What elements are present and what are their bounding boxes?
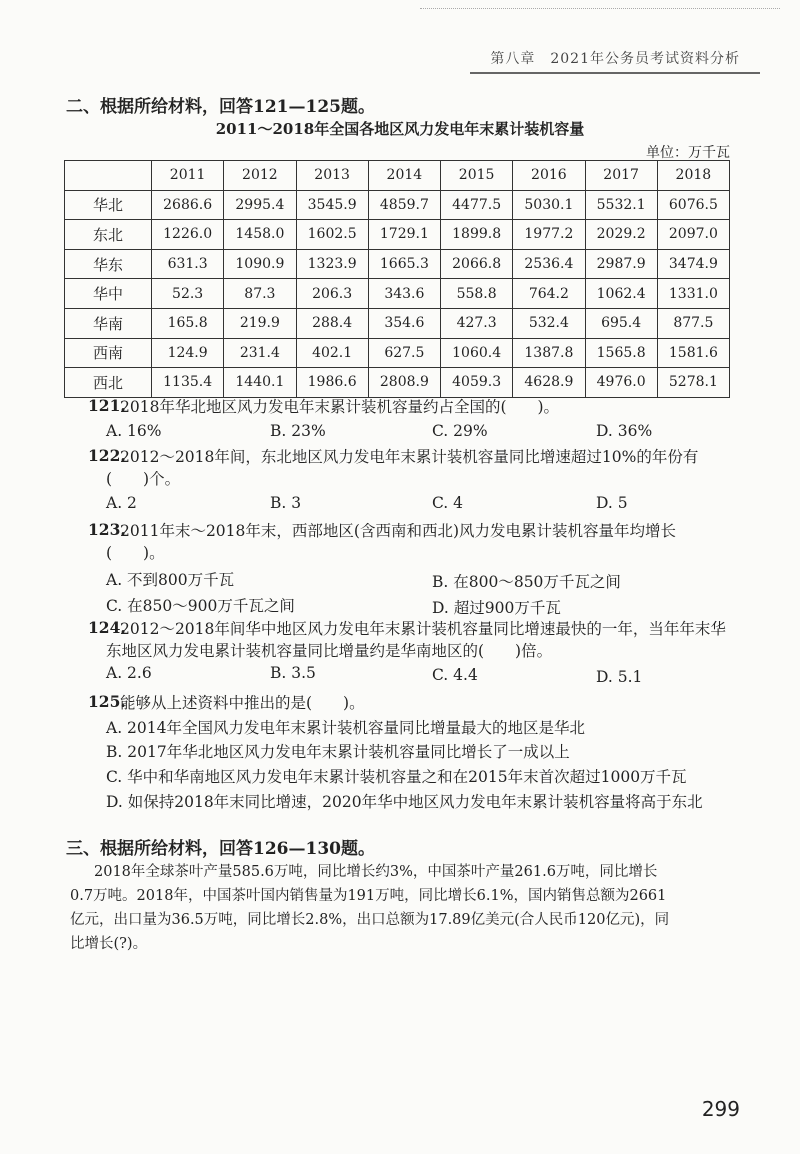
year-header: 2011	[152, 161, 224, 191]
value-cell: 764.2	[513, 279, 585, 309]
passage-line: 亿元，出口量为36.5万吨，同比增长2.8%，出口总额为17.89亿美元(合人民币120亿元)，同	[70, 912, 670, 928]
year-header: 2015	[441, 161, 513, 191]
year-header: 2014	[368, 161, 440, 191]
year-header: 2013	[296, 161, 368, 191]
region-cell: 华东	[65, 249, 152, 279]
option-c[interactable]: C. 4.4	[432, 666, 478, 684]
corner-cell	[65, 161, 152, 191]
value-cell: 2097.0	[657, 220, 729, 250]
question-number: 122.	[88, 446, 126, 465]
option-c[interactable]: C. 29%	[432, 422, 488, 440]
question-number: 121.	[88, 396, 126, 415]
question-stem: 2018年华北地区风力发电年末累计装机容量约占全国的( )。	[120, 398, 560, 416]
option-b[interactable]: B. 3	[270, 494, 302, 512]
question-stem-cont: ( )个。	[106, 470, 181, 488]
value-cell: 288.4	[296, 308, 368, 338]
value-cell: 52.3	[152, 279, 224, 309]
value-cell: 1729.1	[368, 220, 440, 250]
year-header: 2016	[513, 161, 585, 191]
unit-label: 单位：万千瓦	[646, 145, 730, 161]
value-cell: 231.4	[224, 338, 296, 368]
running-header: 第八章 2021年公务员考试资料分析	[490, 51, 740, 67]
option-b[interactable]: B. 23%	[270, 422, 326, 440]
passage-line: 比增长(?)。	[70, 936, 148, 952]
section-heading: 二、根据所给材料，回答121—125题。	[66, 97, 375, 117]
option-a[interactable]: A. 16%	[106, 422, 162, 440]
region-cell: 华中	[65, 279, 152, 309]
value-cell: 1602.5	[296, 220, 368, 250]
value-cell: 1226.0	[152, 220, 224, 250]
table-row	[65, 338, 730, 368]
region-cell: 西南	[65, 338, 152, 368]
table-title: 2011～2018年全国各地区风力发电年末累计装机容量	[215, 120, 585, 138]
value-cell: 4059.3	[441, 368, 513, 398]
value-cell: 2808.9	[368, 368, 440, 398]
value-cell: 1581.6	[657, 338, 729, 368]
value-cell: 2536.4	[513, 249, 585, 279]
option-c[interactable]: C. 华中和华南地区风力发电年末累计装机容量之和在2015年末首次超过1000万千瓦	[106, 768, 687, 786]
value-cell: 3545.9	[296, 190, 368, 220]
value-cell: 1323.9	[296, 249, 368, 279]
option-d[interactable]: D. 36%	[596, 422, 653, 440]
question-stem-cont: ( )。	[106, 544, 165, 562]
value-cell: 124.9	[152, 338, 224, 368]
value-cell: 3474.9	[657, 249, 729, 279]
question-number: 125.	[88, 692, 126, 711]
value-cell: 627.5	[368, 338, 440, 368]
region-cell: 东北	[65, 220, 152, 250]
value-cell: 2066.8	[441, 249, 513, 279]
value-cell: 4976.0	[585, 368, 657, 398]
year-header: 2017	[585, 161, 657, 191]
table-row	[65, 190, 730, 220]
table-row	[65, 308, 730, 338]
capacity-table	[64, 160, 730, 398]
value-cell: 2029.2	[585, 220, 657, 250]
question-stem: 能够从上述资料中推出的是( )。	[120, 694, 365, 712]
region-cell: 西北	[65, 368, 152, 398]
table-row	[65, 368, 730, 398]
value-cell: 343.6	[368, 279, 440, 309]
value-cell: 1090.9	[224, 249, 296, 279]
value-cell: 2995.4	[224, 190, 296, 220]
value-cell: 427.3	[441, 308, 513, 338]
value-cell: 5278.1	[657, 368, 729, 398]
option-d[interactable]: D. 5.1	[596, 668, 643, 686]
value-cell: 2686.6	[152, 190, 224, 220]
value-cell: 219.9	[224, 308, 296, 338]
value-cell: 532.4	[513, 308, 585, 338]
value-cell: 1135.4	[152, 368, 224, 398]
value-cell: 631.3	[152, 249, 224, 279]
value-cell: 4477.5	[441, 190, 513, 220]
value-cell: 1665.3	[368, 249, 440, 279]
value-cell: 2987.9	[585, 249, 657, 279]
option-c[interactable]: C. 在850～900万千瓦之间	[106, 597, 295, 615]
value-cell: 1565.8	[585, 338, 657, 368]
value-cell: 354.6	[368, 308, 440, 338]
value-cell: 1986.6	[296, 368, 368, 398]
page-number: 299	[701, 1097, 740, 1121]
option-c[interactable]: C. 4	[432, 494, 464, 512]
table-row	[65, 249, 730, 279]
table-header-row	[65, 161, 730, 191]
region-cell: 华北	[65, 190, 152, 220]
passage-line: 0.7万吨。2018年，中国茶叶国内销售量为191万吨，同比增长6.1%，国内销售总额为2661	[70, 888, 667, 904]
option-a[interactable]: A. 不到800万千瓦	[106, 571, 235, 589]
value-cell: 87.3	[224, 279, 296, 309]
value-cell: 1458.0	[224, 220, 296, 250]
option-a[interactable]: A. 2	[106, 494, 137, 512]
question-stem: 2011年末～2018年末，西部地区(含西南和西北)风力发电累计装机容量年均增长	[120, 522, 676, 540]
option-d[interactable]: D. 5	[596, 494, 628, 512]
table-row	[65, 220, 730, 250]
option-a[interactable]: A. 2014年全国风力发电年末累计装机容量同比增量最大的地区是华北	[106, 719, 585, 737]
question-number: 124.	[88, 618, 126, 637]
year-header: 2012	[224, 161, 296, 191]
value-cell: 1062.4	[585, 279, 657, 309]
value-cell: 1440.1	[224, 368, 296, 398]
value-cell: 206.3	[296, 279, 368, 309]
option-a[interactable]: A. 2.6	[106, 664, 152, 682]
option-b[interactable]: B. 3.5	[270, 664, 316, 682]
value-cell: 1387.8	[513, 338, 585, 368]
question-stem: 2012～2018年间华中地区风力发电年末累计装机容量同比增速最快的一年，当年年末华	[120, 620, 726, 638]
value-cell: 558.8	[441, 279, 513, 309]
value-cell: 4859.7	[368, 190, 440, 220]
section-heading: 三、根据所给材料，回答126—130题。	[66, 839, 375, 859]
passage-line: 2018年全球茶叶产量585.6万吨，同比增长约3%，中国茶叶产量261.6万吨，同比增长	[94, 864, 658, 880]
region-cell: 华南	[65, 308, 152, 338]
header-rule	[470, 72, 760, 74]
value-cell: 1331.0	[657, 279, 729, 309]
value-cell: 695.4	[585, 308, 657, 338]
scan-artifact-line	[420, 8, 780, 13]
value-cell: 5030.1	[513, 190, 585, 220]
value-cell: 877.5	[657, 308, 729, 338]
option-b[interactable]: B. 2017年华北地区风力发电年末累计装机容量同比增长了一成以上	[106, 743, 570, 761]
value-cell: 6076.5	[657, 190, 729, 220]
option-d[interactable]: D. 超过900万千瓦	[432, 599, 561, 617]
value-cell: 5532.1	[585, 190, 657, 220]
table-row	[65, 279, 730, 309]
question-stem: 2012～2018年间，东北地区风力发电年末累计装机容量同比增速超过10%的年份有	[120, 448, 699, 466]
value-cell: 4628.9	[513, 368, 585, 398]
value-cell: 1899.8	[441, 220, 513, 250]
question-number: 123.	[88, 520, 126, 539]
option-d[interactable]: D. 如保持2018年末同比增速，2020年华中地区风力发电年末累计装机容量将高于东北	[106, 793, 703, 811]
option-b[interactable]: B. 在800～850万千瓦之间	[432, 573, 621, 591]
value-cell: 1977.2	[513, 220, 585, 250]
year-header: 2018	[657, 161, 729, 191]
value-cell: 1060.4	[441, 338, 513, 368]
value-cell: 165.8	[152, 308, 224, 338]
value-cell: 402.1	[296, 338, 368, 368]
question-stem-cont: 东地区风力发电累计装机容量同比增量约是华南地区的( )倍。	[106, 642, 553, 660]
